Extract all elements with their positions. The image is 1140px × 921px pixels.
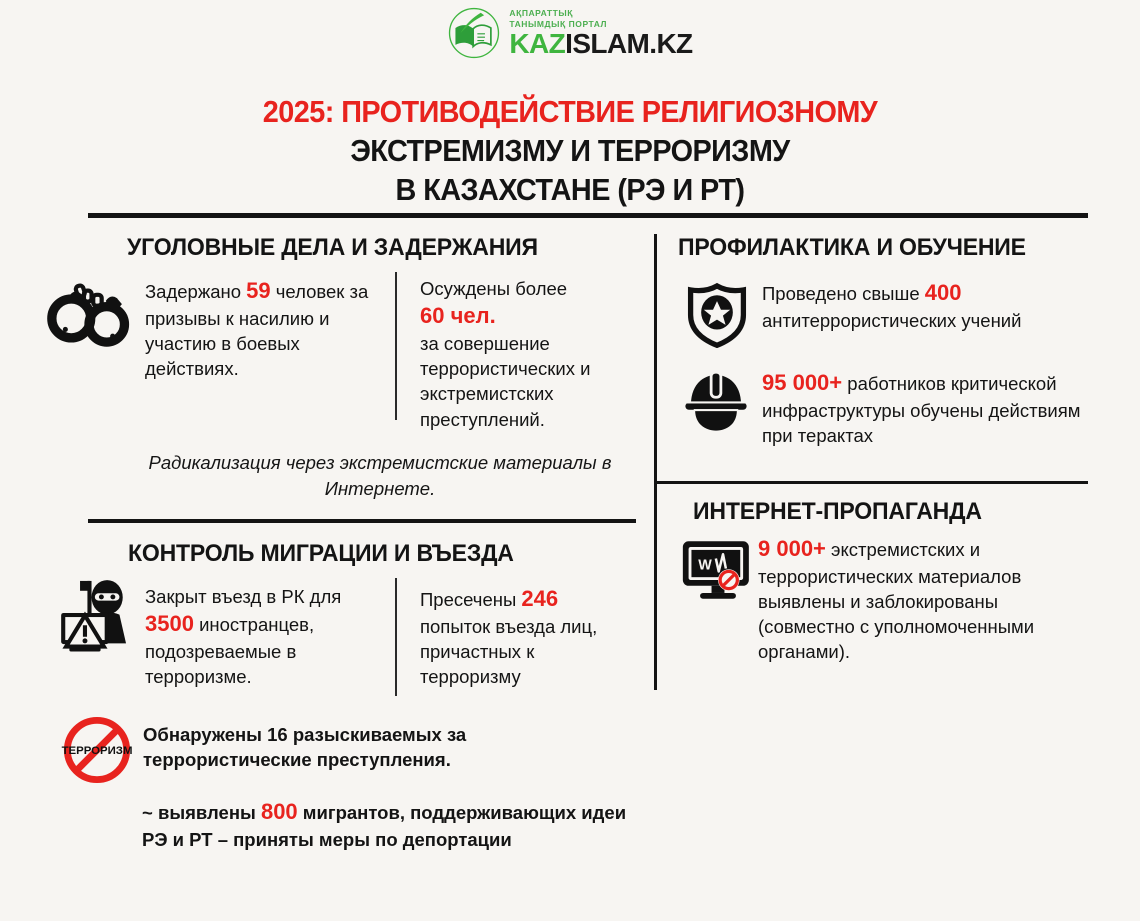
masked-hacker-at-computer-icon xyxy=(52,576,136,654)
stat-migrants xyxy=(142,797,642,852)
page-title xyxy=(0,92,1140,209)
section-heading-criminal: УГОЛОВНЫЕ ДЕЛА И ЗАДЕРЖАНИЯ xyxy=(127,234,538,261)
stat-materials xyxy=(758,534,1083,665)
criminal-cell-divider xyxy=(395,272,397,420)
stat-convicted-post: за совершение террористических и экстремистских преступлений. xyxy=(420,333,591,430)
no-terrorism-prohibition-icon xyxy=(57,712,137,788)
blocked-monitor-icon xyxy=(678,537,758,603)
left-column-divider xyxy=(88,519,636,523)
top-divider xyxy=(88,213,1088,218)
stat-workers xyxy=(762,368,1087,448)
stat-detained-post: человек за призывы к насилию и участию в боевых действиях. xyxy=(145,281,369,380)
stat-drills-pre: Проведено свыше xyxy=(762,283,925,304)
stat-entry-attempts-pre: Пресечены xyxy=(420,589,522,610)
right-column-divider xyxy=(654,481,1088,484)
stat-detained-value: 59 xyxy=(246,278,271,303)
logo-name-islam: ISLAM.KZ xyxy=(565,27,693,59)
shield-star-badge-icon xyxy=(682,282,752,348)
section-heading-migration: КОНТРОЛЬ МИГРАЦИИ И ВЪЕЗДА xyxy=(128,540,514,567)
title-line-2: ЭКСТРЕМИЗМУ И ТЕРРОРИЗМУ xyxy=(350,133,790,169)
site-logo xyxy=(0,6,1140,60)
migration-cell-divider xyxy=(395,578,397,696)
stat-detained-pre: Задержано xyxy=(145,281,247,302)
stat-entry-ban-value: 3500 xyxy=(145,611,194,637)
stat-materials-post: экстремистских и террористических материалов выявлены и заблокированы (совместно с уполномоченными органами). xyxy=(758,539,1035,663)
stat-entry-ban-post: иностранцев, подозреваемые в терроризме. xyxy=(145,614,315,688)
stat-drills-post: антитеррористических учений xyxy=(762,309,1022,331)
stat-entry-attempts-value: 246 xyxy=(521,586,559,611)
stat-workers-post: работников критической инфраструктуры обучены действиям при терактах xyxy=(762,373,1081,447)
stat-entry-attempts-post: попыток въезда лиц, причастных к терроризму xyxy=(420,615,598,688)
stat-migrants-post: мигрантов, поддерживающих идеи РЭ и РТ – приняты меры по депортации xyxy=(142,802,627,850)
stat-drills xyxy=(762,278,1082,333)
stat-drills-value: 400 xyxy=(924,280,962,305)
stat-entry-ban-pre: Закрыт въезд в РК для xyxy=(145,586,342,607)
open-book-with-quill-icon xyxy=(447,6,501,60)
handcuffs-icon xyxy=(46,272,132,348)
column-divider xyxy=(654,234,657,690)
section-heading-internet: ИНТЕРНЕТ-ПРОПАГАНДА xyxy=(693,498,982,525)
section-heading-prevention: ПРОФИЛАКТИКА И ОБУЧЕНИЕ xyxy=(678,234,1026,261)
stat-detained xyxy=(145,276,385,381)
stat-convicted xyxy=(420,276,625,432)
title-line-1: 2025: ПРОТИВОДЕЙСТВИЕ РЕЛИГИОЗНОМУ xyxy=(262,94,878,129)
note-radicalization: Радикализация через экстремистские материалы в Интернете. xyxy=(148,452,612,500)
title-line-3: В КАЗАХСТАНЕ (РЭ И РТ) xyxy=(395,172,745,208)
stat-convicted-pre: Осуждены более xyxy=(420,278,568,299)
stat-wanted: Обнаружены 16 разыскиваемых за террористические преступления. xyxy=(143,724,467,771)
stat-entry-ban xyxy=(145,584,385,689)
stat-entry-attempts xyxy=(420,584,625,689)
stat-migrants-pre: ~ выявлены xyxy=(142,802,261,823)
stat-migrants-value: 800 xyxy=(260,799,298,824)
svg-text:W: W xyxy=(698,557,712,574)
logo-name-kaz: KAZ xyxy=(509,27,566,59)
safety-helmet-icon xyxy=(680,368,752,432)
logo-tagline-line1: АҚПАРАТТЫҚ xyxy=(509,8,574,19)
prohibition-icon-label: ТЕРРОРИЗМ xyxy=(61,744,133,757)
stat-workers-value: 95 000+ xyxy=(762,370,843,395)
stat-materials-value: 9 000+ xyxy=(758,536,826,561)
stat-convicted-value: 60 чел. xyxy=(420,303,496,329)
logo-tagline-line2: ТАНЫМДЫҚ ПОРТАЛ xyxy=(509,18,608,29)
